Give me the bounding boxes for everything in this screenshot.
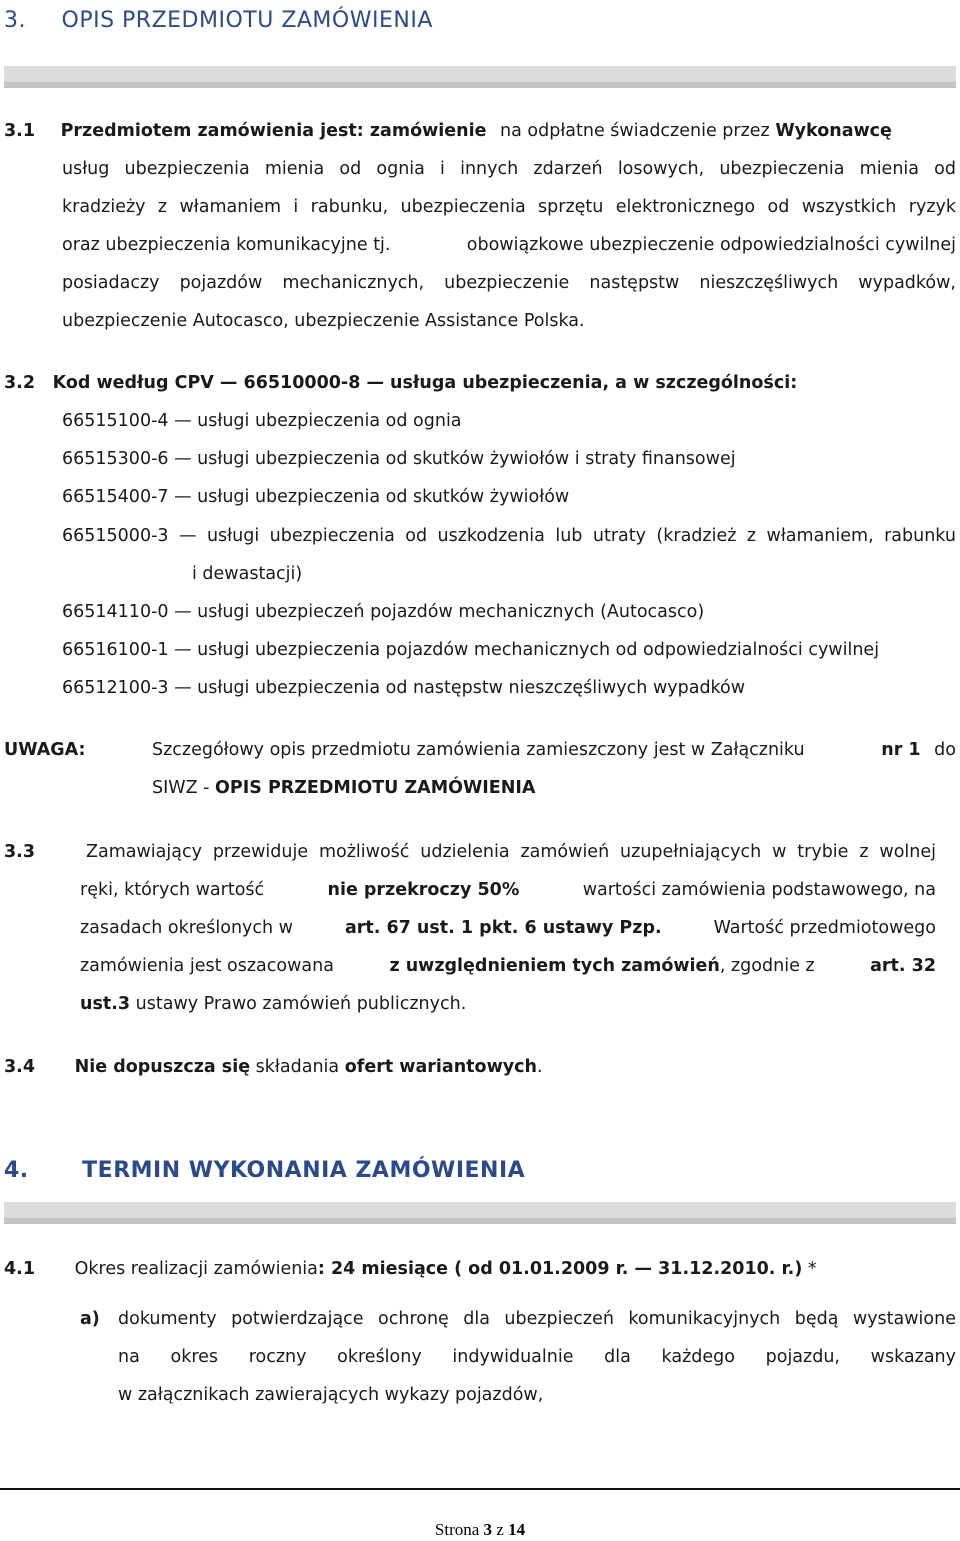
bold-text: art. 32 <box>870 956 936 976</box>
footer-separator: z <box>496 1520 504 1539</box>
section-3-heading <box>4 8 433 33</box>
section-number: 4. <box>4 1158 29 1183</box>
bold-text: nr 1 <box>881 740 921 760</box>
line <box>4 1259 817 1279</box>
bold-text: Wykonawcę <box>775 121 892 141</box>
text: , zgodnie z <box>719 956 815 976</box>
text: zasadach określonych w <box>80 918 293 938</box>
text: Okres realizacji zamówienia <box>74 1259 318 1279</box>
footer-rule <box>0 1488 960 1490</box>
section-divider <box>4 66 956 88</box>
text: SIWZ - <box>152 778 210 798</box>
paragraph-number: 3.4 <box>4 1057 36 1077</box>
line: ubezpieczenie Autocasco, ubezpieczenie Assistance Polska. <box>62 311 585 331</box>
list-item-line: dokumenty potwierdzające ochronę dla ubezpieczeń komunikacyjnych będą wystawione <box>118 1309 956 1329</box>
page-footer <box>0 1520 960 1540</box>
section-title: OPIS PRZEDMIOTU ZAMÓWIENIA <box>61 8 433 33</box>
section-title: TERMIN WYKONANIA ZAMÓWIENIA <box>82 1158 526 1183</box>
line: usług ubezpieczenia mienia od ognia i innych zdarzeń losowych, ubezpieczenia mienia od <box>62 159 956 179</box>
text: * <box>802 1259 817 1279</box>
line: Zamawiający przewiduje możliwość udzielenia zamówień uzupełniających w trybie z wolnej <box>86 842 936 862</box>
cpv-item: 66512100-3 — usługi ubezpieczenia od następstw nieszczęśliwych wypadków <box>62 678 746 698</box>
bold-text: ofert wariantowych <box>344 1057 537 1077</box>
bold-text: Kod według CPV — 66510000-8 — usługa ubezpieczenia, a w szczególności: <box>52 373 798 393</box>
cpv-item: 66515100-4 — usługi ubezpieczenia od ognia <box>62 411 462 431</box>
line <box>80 918 936 938</box>
bold-text: art. 67 ust. 1 pkt. 6 ustawy Pzp. <box>344 918 662 938</box>
section-4-heading <box>4 1158 525 1183</box>
text: obowiązkowe ubezpieczenie odpowiedzialności cywilnej <box>466 235 956 255</box>
line <box>80 956 936 976</box>
line <box>80 994 466 1014</box>
paragraph-number: 3.2 <box>4 373 36 393</box>
cpv-item: 66515000-3 — usługi ubezpieczenia od uszkodzenia lub utraty (kradzież z włamaniem, rabunku <box>62 526 956 546</box>
bold-text: Nie dopuszcza się <box>74 1057 251 1077</box>
note-label: UWAGA: <box>4 740 86 760</box>
text: ręki, których wartość <box>80 880 265 900</box>
text: oraz ubezpieczenia komunikacyjne tj. <box>62 235 391 255</box>
cpv-heading <box>4 373 797 393</box>
text: Szczegółowy opis przedmiotu zamówienia zamieszczony jest w Załączniku <box>152 740 805 760</box>
line <box>80 880 936 900</box>
text: do <box>934 740 956 760</box>
text: składania <box>255 1057 340 1077</box>
text: na odpłatne świadczenie przez <box>500 121 770 141</box>
list-marker: a) <box>80 1309 100 1329</box>
total-pages: 14 <box>508 1520 526 1539</box>
text: . <box>536 1057 543 1077</box>
text: Wartość przedmiotowego <box>713 918 936 938</box>
list-item-line: w załącznikach zawierających wykazy pojazdów, <box>118 1385 544 1405</box>
line: kradzieży z włamaniem i rabunku, ubezpieczenia sprzętu elektronicznego od wszystkich ryzyk <box>62 197 956 217</box>
bold-text: OPIS PRZEDMIOTU ZAMÓWIENIA <box>215 778 536 798</box>
cpv-item: 66516100-1 — usługi ubezpieczenia pojazdów mechanicznych od odpowiedzialności cywilnej <box>62 640 880 660</box>
paragraph-number: 3.1 <box>4 121 36 141</box>
bold-text: : 24 miesiące ( od 01.01.2009 r. — 31.12.2010. r.) <box>317 1259 803 1279</box>
cpv-item: 66514110-0 — usługi ubezpieczeń pojazdów mechanicznych (Autocasco) <box>62 602 705 622</box>
section-number: 3. <box>4 8 26 33</box>
list-item-line: na okres roczny określony indywidualnie dla każdego pojazdu, wskazany <box>118 1347 956 1367</box>
paragraph-number: 3.3 <box>4 842 36 862</box>
cpv-item: 66515400-7 — usługi ubezpieczenia od skutków żywiołów <box>62 487 570 507</box>
footer-prefix: Strona <box>434 1520 480 1539</box>
bold-text: ust.3 <box>80 994 131 1014</box>
section-divider <box>4 1202 956 1224</box>
cpv-item-continuation: i dewastacji) <box>192 564 303 584</box>
line <box>4 121 956 141</box>
bold-text: z uwzględnieniem tych zamówień <box>389 956 720 976</box>
cpv-item: 66515300-6 — usługi ubezpieczenia od skutków żywiołów i straty finansowej <box>62 449 736 469</box>
text: zamówienia jest oszacowana <box>80 956 334 976</box>
paragraph-number: 4.1 <box>4 1259 36 1279</box>
line: posiadaczy pojazdów mechanicznych, ubezpieczenie następstw nieszczęśliwych wypadków, <box>62 273 956 293</box>
line <box>152 778 535 798</box>
line <box>152 740 956 760</box>
paragraph-3-4 <box>4 1057 543 1077</box>
current-page: 3 <box>483 1520 493 1539</box>
bold-text: nie przekroczy 50% <box>327 880 520 900</box>
text: wartości zamówienia podstawowego, na <box>582 880 936 900</box>
bold-text: Przedmiotem zamówienia jest: zamówienie <box>60 121 487 141</box>
text: ustawy Prawo zamówień publicznych. <box>135 994 467 1014</box>
line <box>62 235 956 255</box>
